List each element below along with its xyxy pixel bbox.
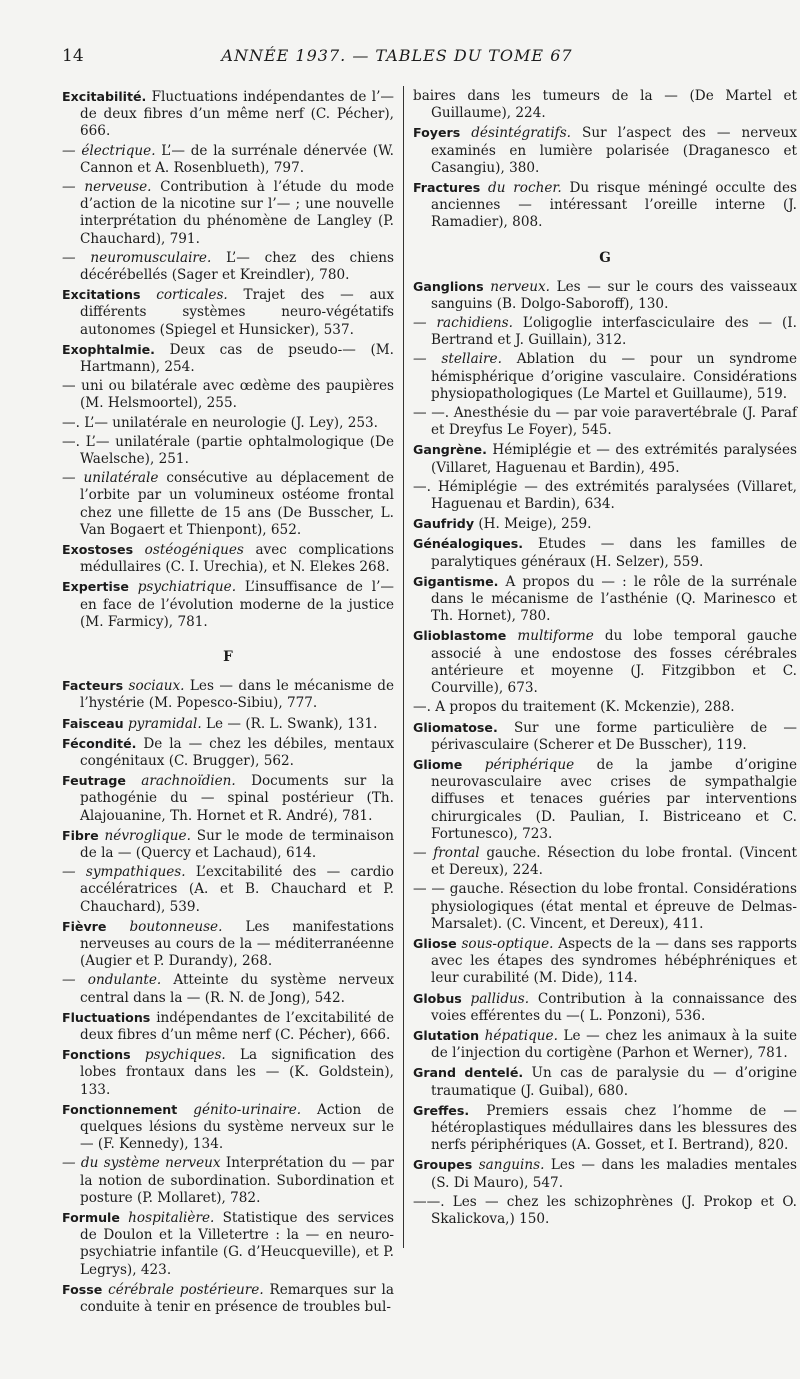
index-entry xyxy=(413,315,797,349)
entry-qualifier: désintégratifs. xyxy=(460,125,571,142)
entry-text: Trajet des — aux différents systèmes neuro-végétatifs autonomes (Spiegel et Hunsicker), 537. xyxy=(80,287,394,338)
index-entry xyxy=(413,1102,797,1155)
index-entry xyxy=(413,699,797,716)
index-entry xyxy=(62,250,394,284)
index-entry xyxy=(62,470,394,539)
entry-qualifier: — frontal xyxy=(413,844,480,861)
entry-heading: Grand dentelé. xyxy=(413,1065,524,1081)
entry-qualifier: hépatique. xyxy=(479,1027,558,1044)
entry-text: Statistique des services de Doulon et la Villetertre : la — en neuro-psychiatrie infantile (G. d’Heucqueville), et P. Legrys), 423. xyxy=(80,1209,394,1278)
entry-heading: Expertise xyxy=(62,579,129,595)
index-entry xyxy=(62,286,394,339)
entry-text: — —. Anesthésie du — par voie paravertébrale (J. Paraf et Dreyfus Le Foyer), 545. xyxy=(413,405,797,439)
entry-heading: Gaufridy xyxy=(413,516,475,532)
entry-text: gauche. Résection du lobe frontal. (Vincent et Dereux), 224. xyxy=(431,844,797,879)
entry-text: Atteinte du système nerveux central dans la — (R. N. de Jong), 542. xyxy=(80,972,394,1006)
entry-text: Le — chez les animaux à la suite de l’injection du cortigène (Parhon et Werner), 781. xyxy=(431,1027,797,1062)
entry-text: (H. Meige), 259. xyxy=(474,516,592,533)
entry-qualifier: corticales. xyxy=(140,287,228,304)
entry-qualifier: boutonneuse. xyxy=(106,918,223,935)
index-entry xyxy=(62,179,394,248)
entry-text: Interprétation du — par la notion de subordination. Subordination et posture (P. Mollaret), 782. xyxy=(80,1155,394,1206)
entry-qualifier: psychiques. xyxy=(130,1047,226,1064)
right-column xyxy=(413,88,797,1230)
entry-heading: Facteurs xyxy=(62,678,124,694)
entry-text: —. Hémiplégie — des extrémités paralysées (Villaret, Haguenau et Bardin), 634. xyxy=(413,478,797,513)
column-divider xyxy=(403,86,404,1248)
index-entry xyxy=(413,1064,797,1099)
entry-text: Action de quelques lésions du système nerveux sur le — (F. Kennedy), 134. xyxy=(80,1101,394,1153)
index-entry xyxy=(413,535,797,570)
entry-qualifier: génito-urinaire. xyxy=(177,1101,302,1118)
index-entry xyxy=(413,573,797,626)
entry-text: Sur une forme particulière de — périvasculaire (Scherer et De Busscher), 119. xyxy=(431,719,797,753)
index-entry xyxy=(413,881,797,933)
index-entry xyxy=(62,1101,394,1154)
index-entry xyxy=(62,972,394,1006)
entry-text: Fluctuations indépendantes de l’— de deux fibres d’un même nerf (C. Pécher), 666. xyxy=(80,89,394,140)
entry-text: A propos du — : le rôle de la surrénale dans le mécanisme de l’asthénie (Q. Marinesco et Th. Hornet), 780. xyxy=(431,573,797,625)
entry-heading: Fosse xyxy=(62,1281,103,1297)
entry-heading: Exophtalmie. xyxy=(62,341,155,357)
index-entry xyxy=(413,845,797,879)
entry-heading: Gliome xyxy=(413,756,463,772)
entry-heading: Formule xyxy=(62,1209,120,1225)
entry-text: ——. Les — chez les schizophrènes (J. Prokop et O. Skalickova,) 150. xyxy=(413,1193,797,1227)
entry-qualifier: — neuromusculaire. xyxy=(62,249,212,266)
entry-text: Du risque méningé occulte des anciennes — intéressant l’oreille interne (J. Ramadier), 808. xyxy=(431,180,797,231)
entry-text: consécutive au déplacement de l’orbite par un volumineux ostéome frontal chez une fillette de 15 ans (De Busscher, L. Van Bogaert et Thienpont), 652. xyxy=(80,470,395,538)
entry-qualifier: — unilatérale xyxy=(62,470,159,487)
entry-heading: Fluctuations xyxy=(62,1009,151,1025)
entry-heading: Feutrage xyxy=(62,773,126,789)
index-entry xyxy=(62,827,394,862)
entry-heading: Glioblastome xyxy=(413,628,507,644)
entry-heading: Fractures xyxy=(413,180,481,196)
index-entry xyxy=(413,479,797,513)
entry-text: La signification des lobes frontaux dans les — (K. Goldstein), 133. xyxy=(80,1047,394,1098)
entry-qualifier: hospitalière. xyxy=(119,1209,215,1226)
entry-heading: Fonctionnement xyxy=(62,1101,178,1117)
entry-text: Contribution à la connaissance des voies efférentes du —( L. Ponzoni), 536. xyxy=(431,990,797,1024)
entry-heading: Gigantisme. xyxy=(413,573,499,589)
entry-heading: Fonctions xyxy=(62,1047,131,1063)
entry-heading: Foyers xyxy=(413,125,461,141)
entry-text: Hémiplégie et — des extrémités paralysées (Villaret, Haguenau et Bardin), 495. xyxy=(431,442,797,476)
entry-qualifier: ostéogéniques xyxy=(133,542,244,559)
entry-qualifier: psychiatrique. xyxy=(128,579,237,596)
index-entry xyxy=(413,990,797,1025)
entry-text: —. A propos du traitement (K. Mckenzie), 288. xyxy=(413,699,735,716)
entry-heading: Gangrène. xyxy=(413,442,487,458)
index-entry xyxy=(62,541,394,576)
index-entry xyxy=(62,772,394,825)
entry-heading: Greffes. xyxy=(413,1102,470,1118)
entry-qualifier: sanguins. xyxy=(472,1157,545,1174)
entry-heading: Fécondité. xyxy=(62,735,137,751)
entry-text: baires dans les tumeurs de la — (De Martel et Guillaume), 224. xyxy=(413,88,797,122)
index-entry xyxy=(62,735,394,770)
index-entry xyxy=(62,143,394,177)
entry-text: du lobe temporal gauche associé à une endostose des fosses cérébrales antérieure et moyenne (J. Fitzgibbon et C. Courville), 673. xyxy=(431,628,797,697)
index-entry xyxy=(413,124,797,177)
entry-qualifier: — ondulante. xyxy=(62,972,162,989)
entry-heading: Groupes xyxy=(413,1157,473,1173)
entry-qualifier: arachnoïdien. xyxy=(125,773,236,790)
index-entry xyxy=(413,515,797,533)
entry-qualifier: pyramidal. xyxy=(123,715,202,732)
entry-qualifier: sous-optique. xyxy=(456,935,554,952)
index-entry xyxy=(62,1209,394,1279)
entry-text: Les — sur le cours des vaisseaux sanguins (B. Dolgo-Saboroff), 130. xyxy=(431,278,797,312)
entry-text: — uni ou bilatérale avec œdème des paupières (M. Helsmoortel), 255. xyxy=(62,378,394,412)
index-entry xyxy=(413,405,797,439)
entry-heading: Généalogiques. xyxy=(413,536,523,552)
entry-qualifier: cérébrale postérieure. xyxy=(102,1281,264,1298)
entry-qualifier: névroglique. xyxy=(98,827,191,844)
entry-qualifier: — stellaire. xyxy=(413,351,502,368)
entry-text: Les — dans les maladies mentales (S. Di Mauro), 547. xyxy=(431,1157,798,1191)
entry-text: Deux cas de pseudo-— (M. Hartmann), 254. xyxy=(80,341,394,376)
entry-text: Contribution à l’étude du mode d’action de la nicotine sur l’— ; une nouvelle interprétation du phénomène de Langley (P. Chauchard), 791. xyxy=(80,179,394,247)
index-entry xyxy=(413,627,797,697)
entry-text: indépendantes de l’excitabilité de deux fibres d’un même nerf (C. Pécher), 666. xyxy=(80,1009,394,1043)
index-entry xyxy=(62,1009,394,1044)
index-entry xyxy=(413,88,797,122)
section-letter: G xyxy=(599,249,611,266)
index-entry xyxy=(62,677,394,712)
entry-text: Un cas de paralysie du — d’origine traumatique (J. Guibal), 680. xyxy=(431,1065,797,1099)
entry-text: —. L’— unilatérale (partie ophtalmologique (De Waelsche), 251. xyxy=(62,433,394,468)
entry-text: Ablation du — pour un syndrome hémisphérique d’origine vasculaire. Considérations physiopathologiques (Le Martel et Guillaume), 519. xyxy=(431,351,797,402)
entry-heading: Exostoses xyxy=(62,542,134,558)
entry-text: Etudes — dans les familles de paralytiques généraux (H. Selzer), 559. xyxy=(431,536,797,570)
index-entry xyxy=(62,415,394,432)
entry-qualifier: multiforme xyxy=(506,628,594,645)
entry-text: Le — (R. L. Swank), 131. xyxy=(201,715,378,732)
entry-qualifier: — électrique. xyxy=(62,142,156,159)
index-entry xyxy=(413,1027,797,1062)
index-entry xyxy=(413,756,797,843)
entry-heading: Glutation xyxy=(413,1027,480,1043)
entry-text: Sur le mode de terminaison de la — (Quercy et Lachaud), 614. xyxy=(80,827,395,861)
index-entry xyxy=(62,88,394,141)
entry-qualifier: — sympathiques. xyxy=(62,864,186,881)
entry-text: L’— de la surrénale dénervée (W. Cannon et A. Rosenblueth), 797. xyxy=(80,142,394,176)
entry-qualifier: — du système nerveux xyxy=(62,1155,221,1172)
index-entry xyxy=(62,1281,394,1316)
entry-text: avec complications médullaires (C. I. Urechia), et N. Elekes 268. xyxy=(80,542,394,576)
index-entry xyxy=(413,935,797,988)
entry-heading: Globus xyxy=(413,990,462,1006)
entry-text: — — gauche. Résection du lobe frontal. Considérations physiologiques (état mental et épreuve de Delmas-Marsalet). (C. Vincent, et Dereux), 411. xyxy=(413,881,797,932)
running-title: ANNÉE 1937. — TABLES DU TOME 67 xyxy=(221,46,573,65)
entry-text: Les manifestations nerveuses au cours de la — méditerranéenne (Augier et P. Durandy), 268. xyxy=(80,918,394,970)
entry-text: Aspects de la — dans ses rapports avec les étapes des syndromes hébéphréniques et leur curabilité (M. Dide), 114. xyxy=(431,935,798,987)
index-entry xyxy=(62,715,394,733)
index-entry xyxy=(62,1046,394,1099)
entry-qualifier: sociaux. xyxy=(123,678,185,695)
index-entry xyxy=(62,378,394,412)
index-entry xyxy=(62,864,394,916)
entry-qualifier: pallidus. xyxy=(461,990,530,1007)
entry-qualifier: périphérique xyxy=(462,756,575,773)
entry-qualifier: nerveux. xyxy=(483,278,550,295)
index-entry xyxy=(62,434,394,468)
entry-heading: Gliomatose. xyxy=(413,719,498,735)
left-column xyxy=(62,88,394,1318)
index-entry xyxy=(413,441,797,476)
entry-heading: Fibre xyxy=(62,827,99,843)
entry-heading: Fièvre xyxy=(62,918,107,934)
entry-text: Documents sur la pathogénie du — spinal postérieur (Th. Alajouanine, Th. Hornet et R. André), 781. xyxy=(80,773,394,824)
entry-text: Sur l’aspect des — nerveux examinés en lumière polarisée (Draganesco et Casangiu), 380. xyxy=(431,125,797,176)
entry-heading: Excitabilité. xyxy=(62,89,147,104)
index-entry xyxy=(62,1155,394,1207)
index-entry xyxy=(413,278,797,313)
index-entry xyxy=(413,351,797,403)
entry-text: de la jambe d’origine neurovasculaire avec crises de sympathalgie diffuses et tenaces guéries par interventions chirurgicales (D. Paulian, I. Bistriceano et C. Fortunesco), 723. xyxy=(431,756,798,842)
index-entry xyxy=(62,578,394,631)
index-entry xyxy=(413,719,797,754)
entry-text: —. L’— unilatérale en neurologie (J. Ley), 253. xyxy=(62,414,378,431)
entry-qualifier: du rocher. xyxy=(480,180,562,197)
entry-text: De la — chez les débiles, mentaux congénitaux (C. Brugger), 562. xyxy=(80,735,394,769)
entry-heading: Ganglions xyxy=(413,278,484,294)
index-entry xyxy=(62,341,394,376)
index-entry xyxy=(413,179,797,232)
entry-text: Premiers essais chez l’homme de — hétéroplastiques médullaires dans les blessures des nerfs périphériques (A. Gosset, et I. Bertrand), 820. xyxy=(431,1102,797,1154)
entry-heading: Excitations xyxy=(62,287,141,303)
index-entry xyxy=(413,1156,797,1191)
entry-qualifier: — rachidiens. xyxy=(413,315,513,332)
entry-text: Remarques sur la conduite à tenir en présence de troubles bul- xyxy=(80,1281,395,1315)
entry-text: L’excitabilité des — cardio accélératrices (A. et B. Chauchard et P. Chauchard), 539. xyxy=(80,864,394,915)
index-entry xyxy=(62,918,394,971)
entry-heading: Faisceau xyxy=(62,715,124,731)
section-letter: F xyxy=(223,649,233,666)
entry-qualifier: — nerveuse. xyxy=(62,179,152,196)
entry-text: L’oligoglie interfasciculaire des — (I. Bertrand et J. Guillain), 312. xyxy=(431,315,797,349)
index-entry xyxy=(413,1194,797,1228)
entry-text: L’insuffisance de l’— en face de l’évolution moderne de la justice (M. Farmicy), 781. xyxy=(80,579,394,630)
page-number: 14 xyxy=(62,46,84,66)
running-header xyxy=(62,46,772,70)
entry-heading: Gliose xyxy=(413,935,457,951)
entry-text: L’— chez des chiens décérébellés (Sager et Kreindler), 780. xyxy=(80,249,394,284)
entry-text: Les — dans le mécanisme de l’hystérie (M. Popesco-Sibiu), 777. xyxy=(80,678,394,712)
